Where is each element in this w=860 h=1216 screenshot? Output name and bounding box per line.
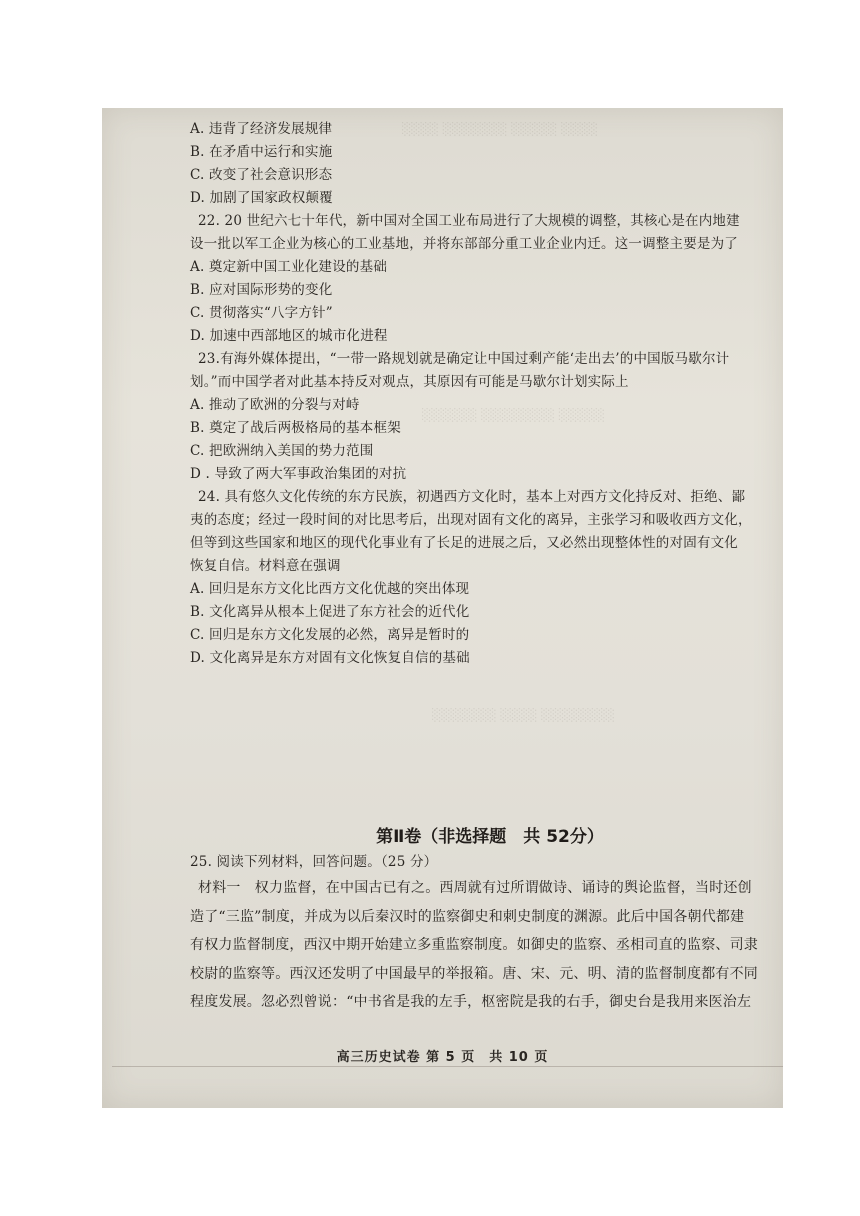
q24-stem-line-4: 恢复自信。材料意在强调: [190, 558, 341, 574]
q24-option-d: D. 文化离异是东方对固有文化恢复自信的基础: [190, 650, 470, 666]
q22-option-c: C. 贯彻落实“八字方针”: [190, 305, 333, 321]
q24-stem-line-2: 夷的态度；经过一段时间的对比思考后，出现对固有文化的离异，主张学习和吸收西方文化，: [190, 512, 752, 528]
q24-stem-line-1: 24. 具有悠久文化传统的东方民族，初遇西方文化时，基本上对西方文化持反对、拒绝、鄙: [198, 489, 746, 505]
question-23: [190, 348, 760, 486]
q22-option-b: B. 应对国际形势的变化: [190, 282, 333, 298]
q22-stem-line-1: 22. 20 世纪六七十年代，新中国对全国工业布局进行了大规模的调整，其核心是在内地建: [198, 213, 740, 229]
q21-option-d: D. 加剧了国家政权颠覆: [190, 190, 333, 206]
material-line-5: 程度发展。忽必烈曾说：“中书省是我的左手，枢密院是我的右手，御史台是我用来医治左: [190, 994, 752, 1010]
q24-stem-line-3: 但等到这些国家和地区的现代化事业有了长足的进展之后，又必然出现整体性的对固有文化: [190, 535, 738, 551]
q23-stem-line-2: 划。”而中国学者对此基本持反对观点，其原因有可能是马歇尔计划实际上: [190, 374, 629, 390]
question-25: [190, 851, 760, 1017]
question-24: [190, 486, 760, 670]
q23-option-d: D . 导致了两大军事政治集团的对抗: [190, 466, 407, 482]
material-line-3: 有权力监督制度，西汉中期开始建立多重监察制度。如御史的监察、丞相司直的监察、司隶: [190, 937, 758, 953]
q23-option-c: C. 把欧洲纳入美国的势力范围: [190, 443, 374, 459]
q25-heading: 25. 阅读下列材料，回答问题。（25 分）: [190, 854, 438, 870]
q23-option-b: B. 奠定了战后两极格局的基本框架: [190, 420, 401, 436]
exam-content: [190, 118, 760, 1017]
section-2-title: 第Ⅱ卷（非选择题 共 52分）: [376, 827, 604, 847]
question-22: [190, 210, 760, 348]
q21-option-c: C. 改变了社会意识形态: [190, 167, 333, 183]
q21-options: [190, 118, 760, 210]
q22-option-a: A. 奠定新中国工业化建设的基础: [190, 259, 388, 275]
bleed-through-text: ░░░░░░░ ░░░░ ░░░░░░░░: [432, 708, 615, 722]
q21-option-a: A. 违背了经济发展规律: [190, 121, 333, 137]
q21-option-b: B. 在矛盾中运行和实施: [190, 144, 333, 160]
q24-option-c: C. 回归是东方文化发展的必然，离异是暂时的: [190, 627, 470, 643]
q23-stem-line-1: 23.有海外媒体提出，“一带一路规划就是确定让中国过剩产能‘走出去’的中国版马歇尔计: [198, 351, 730, 367]
paper-fold-line: [112, 1066, 783, 1067]
bleed-through-text: ░░░░░░ ░░░░░░░░ ░░░░░: [422, 408, 605, 422]
material-line-2: 造了“三监”制度，并成为以后秦汉时的监察御史和刺史制度的渊源。此后中国各朝代都建: [190, 908, 745, 925]
bleed-through-text: ░░░░ ░░░░░░░ ░░░░░ ░░░░: [402, 122, 599, 136]
q24-option-b: B. 文化离异从根本上促进了东方社会的近代化: [190, 604, 470, 620]
q23-option-a: A. 推动了欧洲的分裂与对峙: [190, 397, 360, 413]
material-line-4: 校尉的监察等。西汉还发明了中国最早的举报箱。唐、宋、元、明、清的监督制度都有不同: [190, 965, 758, 982]
exam-paper-sheet: [102, 108, 783, 1108]
page-footer: 高三历史试卷 第 5 页 共 10 页: [336, 1050, 549, 1065]
material-line-1: 材料一 权力监督，在中国古已有之。西周就有过所谓做诗、诵诗的舆论监督，当时还创: [198, 880, 752, 896]
q24-option-a: A. 回归是东方文化比西方文化优越的突出体现: [190, 581, 470, 597]
q22-stem-line-2: 设一批以军工企业为核心的工业基地，并将东部部分重工业企业内迁。这一调整主要是为了: [190, 236, 738, 252]
q25-material-1: [190, 874, 760, 1017]
q22-option-d: D. 加速中西部地区的城市化进程: [190, 328, 388, 344]
